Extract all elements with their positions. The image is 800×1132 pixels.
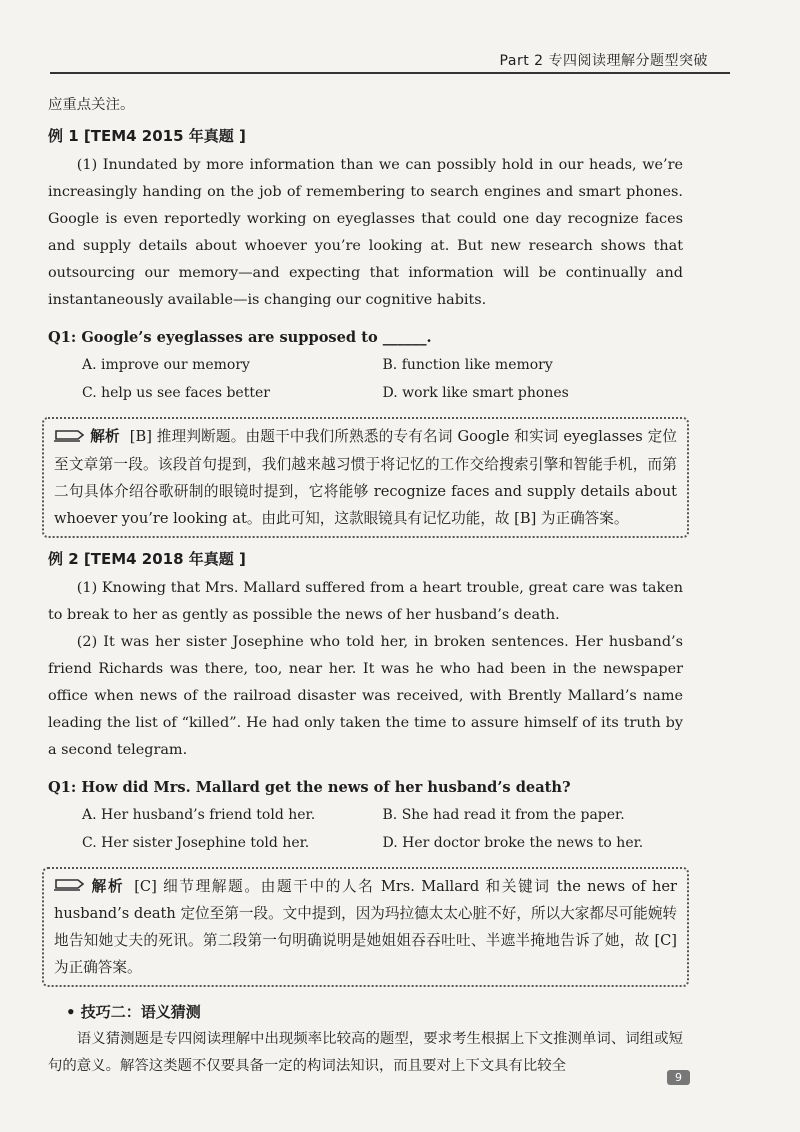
- option-c: C. help us see faces better: [82, 385, 270, 401]
- option-c: C. Her sister Josephine told her.: [82, 834, 310, 851]
- example2-analysis-box: [42, 867, 689, 988]
- pencil-icon: [54, 424, 84, 451]
- page-content: [48, 92, 683, 1080]
- option-d: D. Her doctor broke the news to her.: [382, 834, 644, 851]
- analysis-label: 解析: [90, 877, 125, 895]
- example1-question: Q1: Google’s eyeglasses are supposed to ______.: [48, 329, 432, 346]
- option-a: A. Her husband’s friend told her.: [82, 806, 316, 823]
- option-d: D. work like smart phones: [382, 385, 569, 401]
- analysis-label: 解析: [90, 428, 120, 445]
- page-number: 9: [667, 1070, 690, 1085]
- intro-text: 应重点关注。: [48, 97, 135, 113]
- example1-title: 例 1 [TEM4 2015 年真题 ]: [48, 127, 246, 145]
- option-b: B. She had read it from the paper.: [382, 806, 625, 823]
- tip-text: 语义猜测题是专四阅读理解中出现频率比较高的题型，要求考生根据上下文推测单词、词组或短句的意义。解答这类题不仅要具备一定的构词法知识，而且要对上下文具有比较全: [48, 1031, 683, 1074]
- example1-options: [82, 351, 683, 407]
- example2-paragraph1: (1) Knowing that Mrs. Mallard suffered from a heart trouble, great care was taken to break to her as gently as possible the news of her husband’s death.: [48, 579, 683, 623]
- example1-analysis-box: [42, 417, 689, 538]
- example1-paragraph: (1) Inundated by more information than we can possibly hold in our heads, we’re increasingly handing on the job of remembering to search engines and smart phones. Google is even reportedly working on eyeglasses that could one day recognize faces and supply details about whoever you’re looking at. But new research shows that outsourcing our memory—and expecting that information will be continually and instantaneously available—is changing our cognitive habits.: [48, 157, 683, 308]
- header-rule: [50, 72, 730, 74]
- option-a: A. improve our memory: [82, 357, 250, 373]
- example2-paragraph2: (2) It was her sister Josephine who told her, in broken sentences. Her husband’s friend Richards was there, too, near her. It was he who had been in the newspaper office when news of the railroad disaster was received, with Brently Mallard’s name leading the list of “killed”. He had only taken the time to assure himself of its truth by a second telegram.: [48, 633, 683, 758]
- running-header: Part 2 专四阅读理解分题型突破: [499, 53, 708, 69]
- example2-options: [82, 801, 683, 857]
- example2-title: 例 2 [TEM4 2018 年真题 ]: [48, 549, 246, 568]
- tip-title: • 技巧二：语义猜测: [66, 1003, 201, 1021]
- analysis-text: [C] 细节理解题。由题干中的人名 Mrs. Mallard 和关键词 the news of her husband’s death 定位至第一段。文中提到，因为玛拉德太太心脏不好，所以大家都尽可能婉转地告知她丈夫的死讯。第二段第一句明确说明是她姐姐吞吞吐吐、半遮半掩地告诉了她，故 [C] 为正确答案。: [54, 877, 677, 976]
- example2-question: Q1: How did Mrs. Mallard get the news of her husband’s death?: [48, 778, 571, 796]
- analysis-text: [B] 推理判断题。由题干中我们所熟悉的专有名词 Google 和实词 eyeglasses 定位至文章第一段。该段首句提到，我们越来越习惯于将记忆的工作交给搜索引擎和智能手机，而第二句具体介绍谷歌研制的眼镜时提到，它将能够 recognize faces and supply details about whoever you’re looking at。由此可知，这款眼镜具有记忆功能，故 [B] 为正确答案。: [54, 428, 677, 527]
- pencil-icon: [54, 873, 84, 900]
- option-b: B. function like memory: [382, 357, 553, 373]
